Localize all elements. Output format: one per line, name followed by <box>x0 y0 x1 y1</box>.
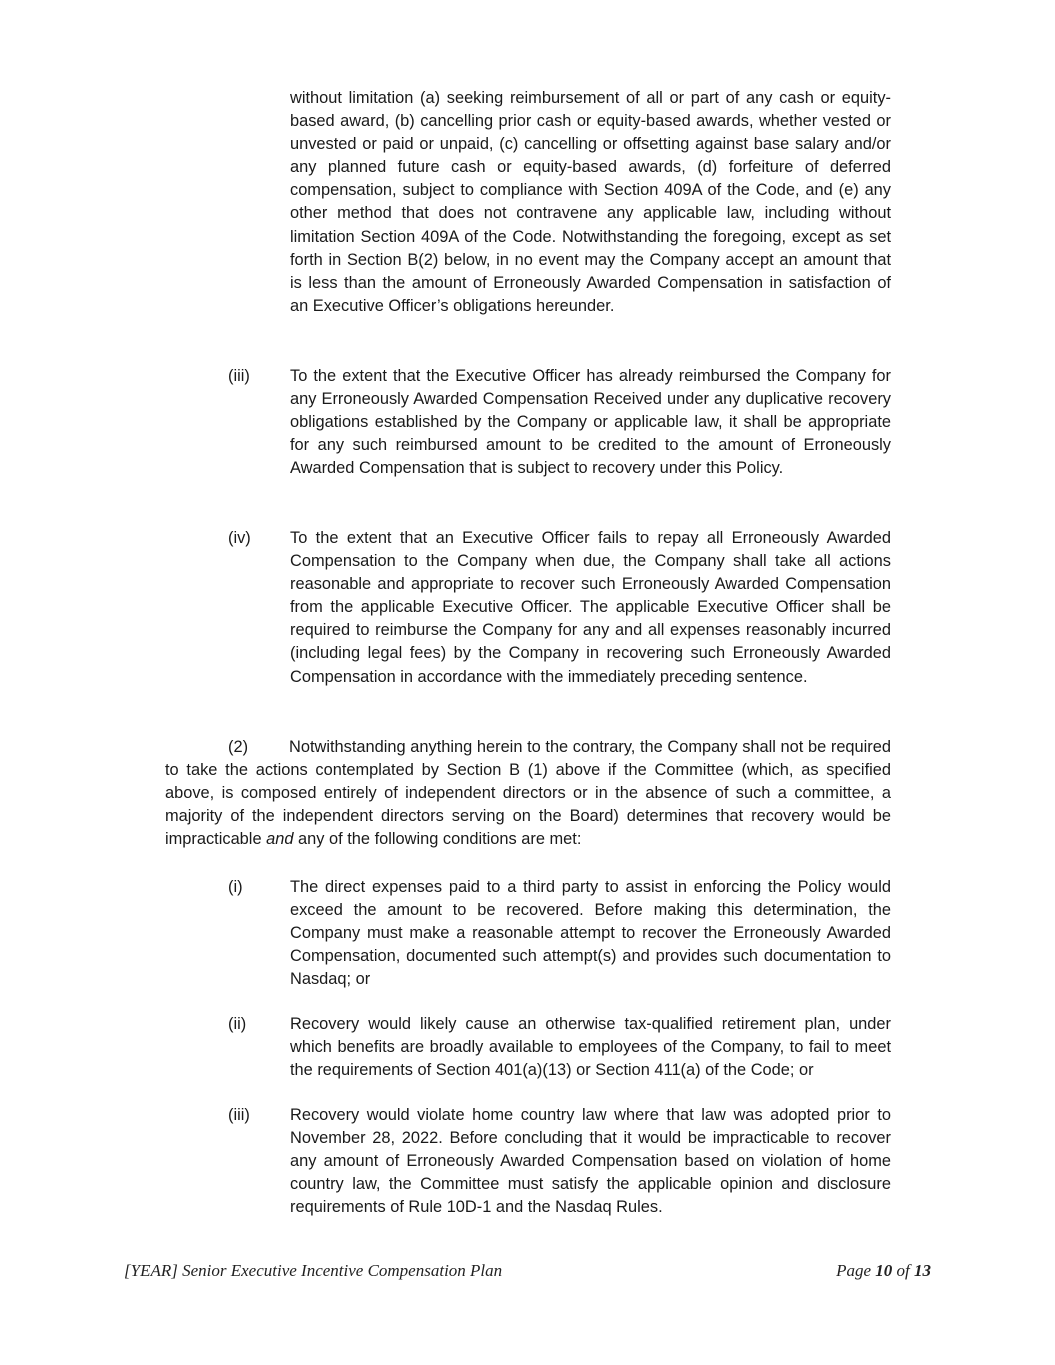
of-word: of <box>896 1261 910 1280</box>
item-number: (iv) <box>228 529 251 547</box>
continuation-paragraph: without limitation (a) seeking reimbursement of all or part of any cash or equity-based award, (b) cancelling prior cash or equity-based awards, whether vested or unvested or paid or unpaid, (c) cancelling or offsetting against base salary and/or any planned future cash or equity-based awards, (d) forfeiture of deferred compensation, subject to compliance with Section 409A of the Code, and (e) any other method that does not contravene any applicable law, including without limitation Section 409A of the Code. Notwithstanding the foregoing, except as set forth in Section B(2) below, in no event may the Company accept an amount that is less than the amount of Erroneously Awarded Compensation in satisfaction of an Executive Officer’s obligations hereunder. <box>290 89 891 315</box>
section-text-after: any of the following conditions are met: <box>293 830 582 849</box>
item-number: (ii) <box>228 1015 247 1033</box>
item-text: To the extent that the Executive Officer has already reimbursed the Company for any Erroneously Awarded Compensation Received under any duplicative recovery obligations established by the Company or applicable law, it shall be appropriate for any such reimbursed amount to be credited to the amount of Erroneously Awarded Compensation that is subject to recovery under this Policy. <box>290 367 891 478</box>
footer-page-number <box>836 1260 931 1282</box>
page-total: 13 <box>914 1261 931 1280</box>
footer-title: [YEAR] Senior Executive Incentive Compensation Plan <box>124 1261 503 1280</box>
item-number: (iii) <box>228 1106 250 1124</box>
page-word: Page <box>836 1261 872 1280</box>
section-emphasis: and <box>266 830 294 849</box>
item-text: The direct expenses paid to a third party to assist in enforcing the Policy would exceed the amount to be recovered. Before making this determination, the Company must make a reasonable attempt to recover the Erroneously Awarded Compensation, documented such attempt(s) and provides such documentation to Nasdaq; or <box>290 878 891 989</box>
item-text: Recovery would likely cause an otherwise tax-qualified retirement plan, under which benefits are broadly available to employees of the Company, to fail to meet the requirements of Section 401(a)(13) or Section 411(a) of the Code; or <box>290 1015 891 1080</box>
item-number: (i) <box>228 878 243 896</box>
item-number: (iii) <box>228 367 250 385</box>
item-text: Recovery would violate home country law where that law was adopted prior to November 28, 2022. Before concluding that it would be impracticable to recover any amount of Erroneously Awarded Compensation based on violation of home country law, the Committee must satisfy the applicable opinion and disclosure requirements of Rule 10D-1 and the Nasdaq Rules. <box>290 1106 891 1217</box>
page-current: 10 <box>875 1261 893 1280</box>
section-text-before: Notwithstanding anything herein to the contrary, the Company shall not be required to take the actions contemplated by Section B (1) above if the Committee (which, as specified above, is composed entirely of independent directors or in the absence of such a committee, a majority of the independent directors serving on the Board) determines that recovery would be impracticable <box>165 738 891 849</box>
section-label: (2) <box>228 738 249 756</box>
section-b2-paragraph <box>165 736 891 851</box>
item-text: To the extent that an Executive Officer fails to repay all Erroneously Awarded Compensation to the Company when due, the Company shall take all actions reasonable and appropriate to recover such Erroneously Awarded Compensation from the applicable Executive Officer. The applicable Executive Officer shall be required to reimburse the Company for any and all expenses reasonably incurred (including legal fees) by the Company in recovering such Erroneously Awarded Compensation in accordance with the immediately preceding sentence. <box>290 529 891 686</box>
